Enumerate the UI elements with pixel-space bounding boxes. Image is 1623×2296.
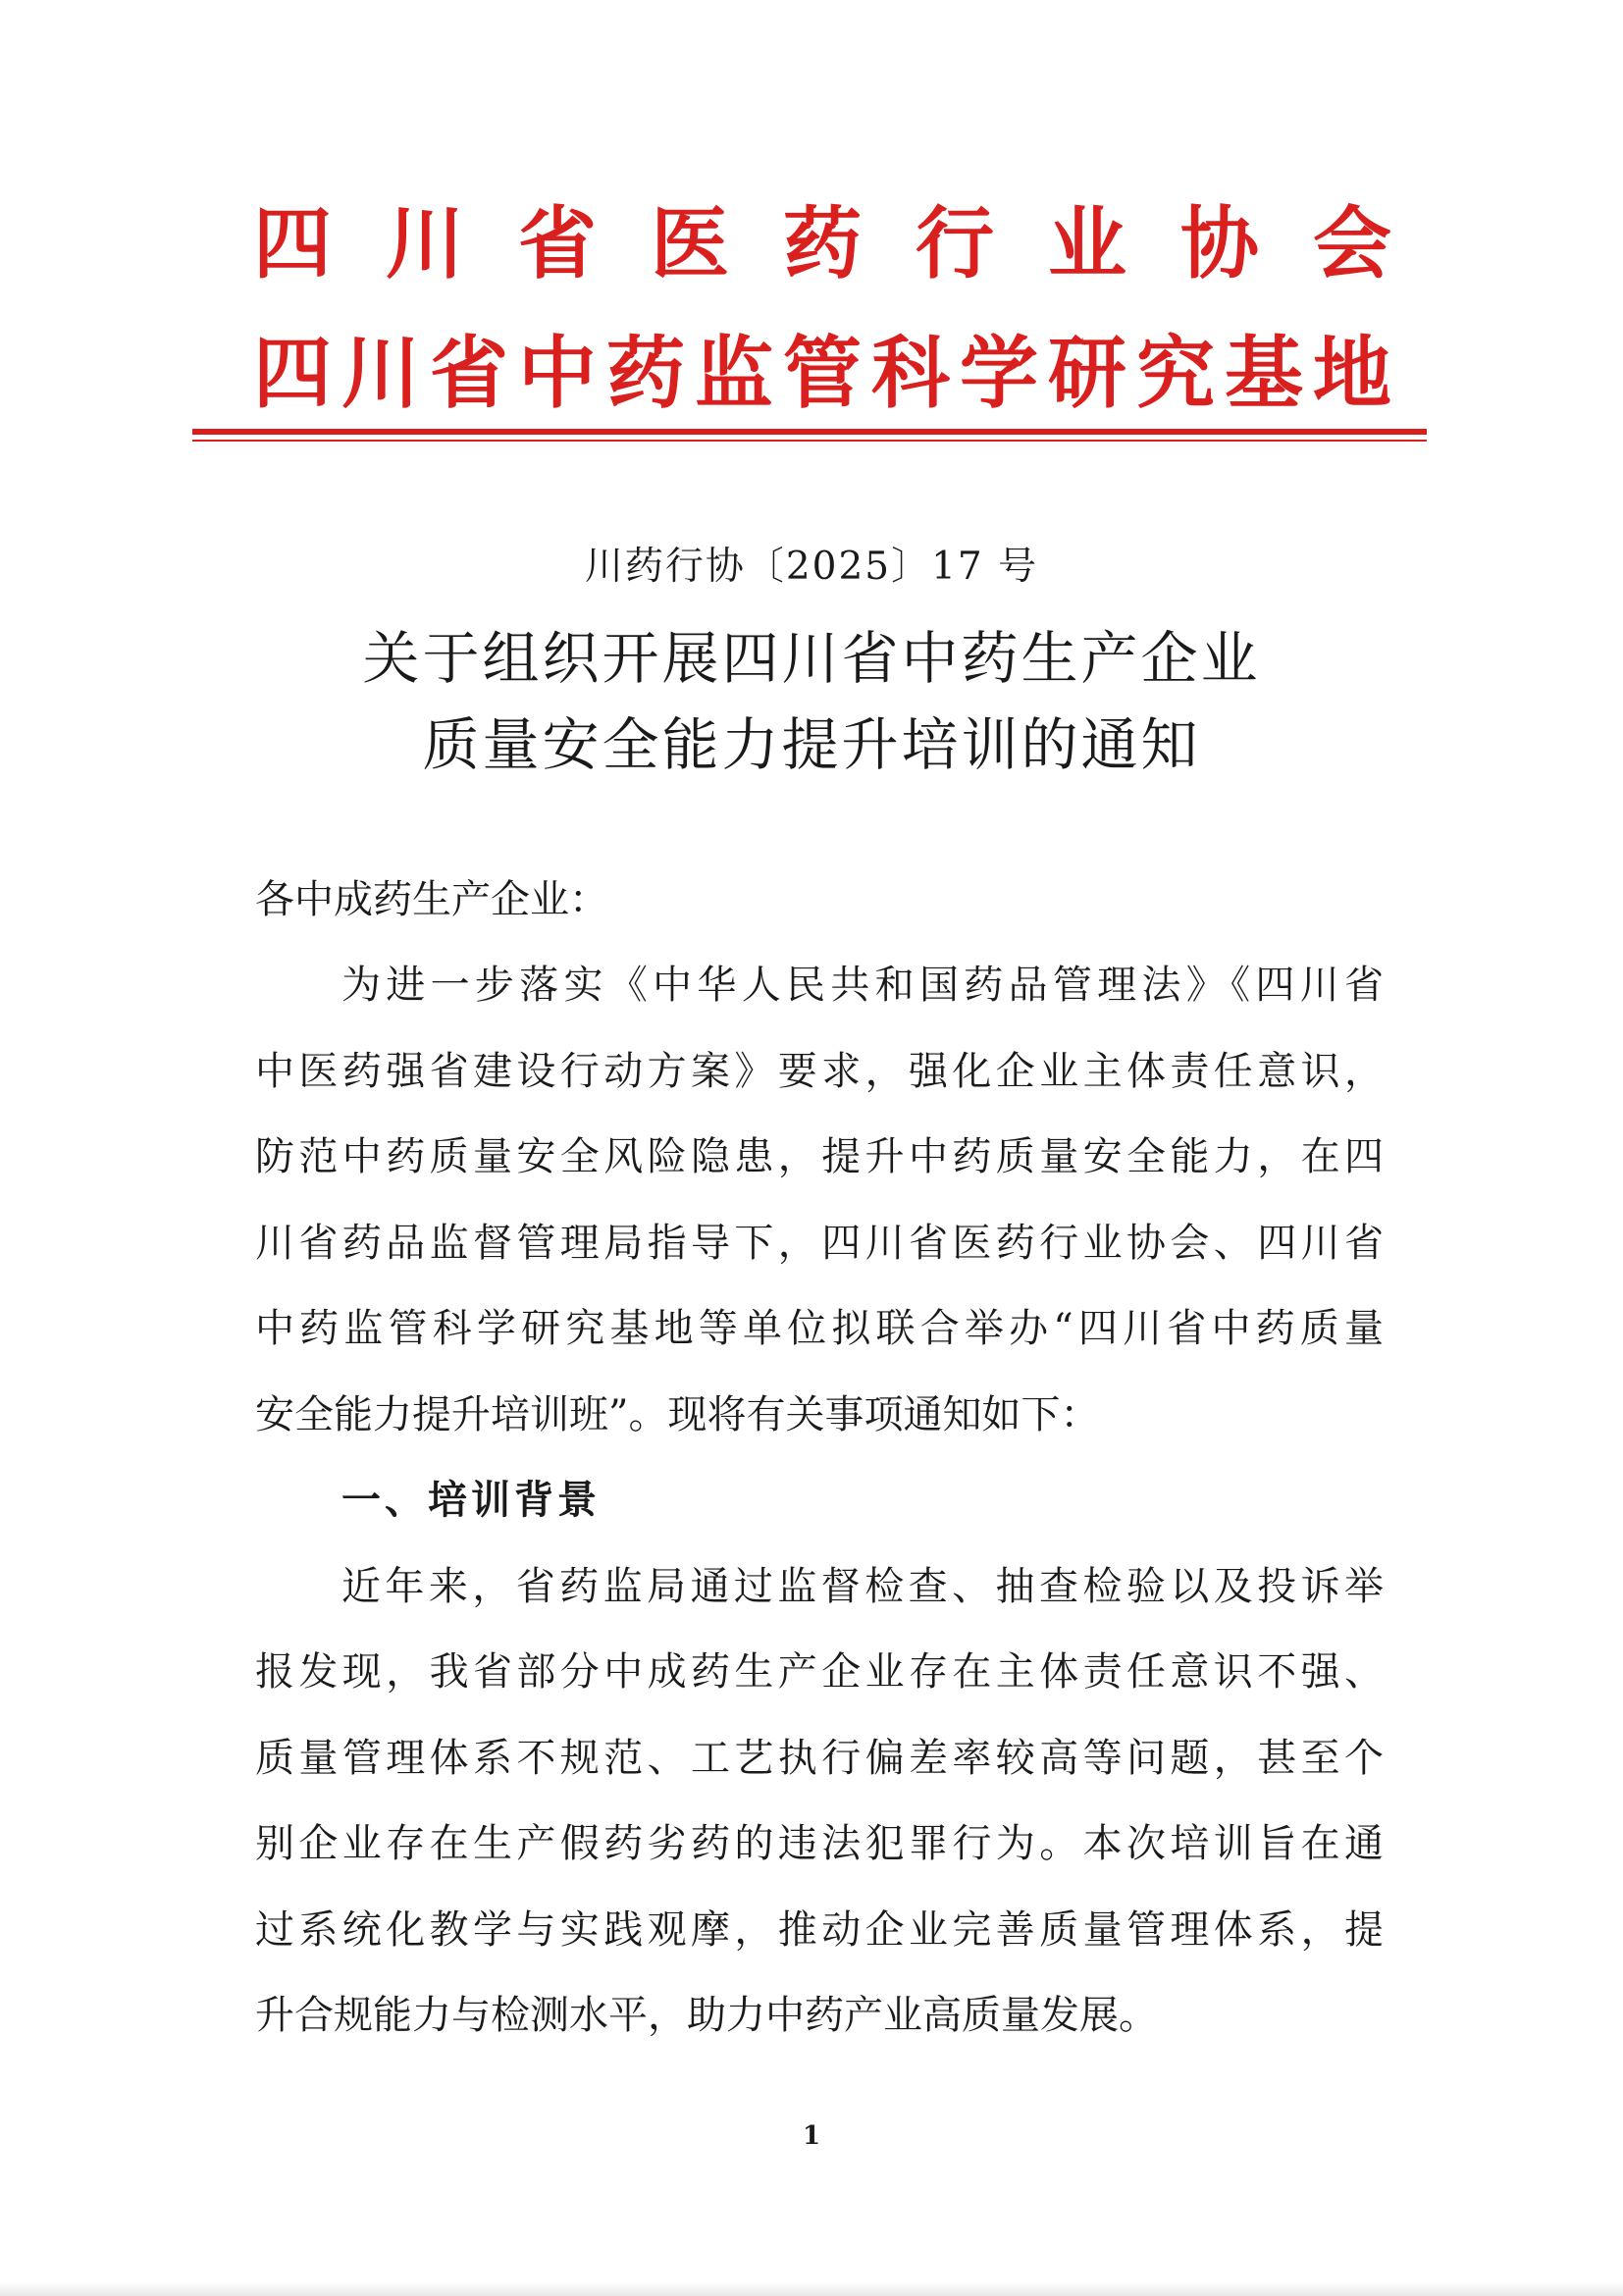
paragraph-line: 安全能力提升培训班”。现将有关事项通知如下：	[255, 1392, 1100, 1437]
letterhead-char: 业	[1048, 198, 1126, 289]
letterhead-char: 学	[960, 328, 1038, 419]
letterhead-char: 省	[518, 198, 597, 289]
paragraph-line: 升合规能力与检测水平，助力中药产业高质量发展。	[255, 1993, 1158, 2038]
paragraph-line: 质量管理体系不规范、工艺执行偏差率较高等问题，甚至个	[255, 1736, 1384, 1781]
scan-edge-shadow	[0, 2282, 1623, 2296]
letterhead-char: 医	[651, 198, 729, 289]
letterhead-char: 管	[783, 328, 862, 419]
letterhead-char: 中	[518, 328, 597, 419]
letterhead-char: 基	[1225, 328, 1303, 419]
letterhead-divider-thick	[192, 429, 1427, 435]
paragraph-line: 报发现，我省部分中成药生产企业存在主体责任意识不强、	[255, 1649, 1384, 1695]
section-heading: 一、培训背景	[341, 1478, 601, 1523]
letterhead-char: 会	[1313, 198, 1391, 289]
letterhead-char: 四	[253, 328, 332, 419]
document-title-line-1: 关于组织开展四川省中药生产企业	[362, 625, 1261, 692]
paragraph-line: 川省药品监督管理局指导下，四川省医药行业协会、四川省	[255, 1221, 1384, 1266]
paragraph-line: 中药监管科学研究基地等单位拟联合举办“四川省中药质量	[255, 1306, 1384, 1351]
letterhead-char: 研	[1048, 328, 1126, 419]
letterhead-char: 协	[1180, 198, 1259, 289]
letterhead-org-name-2	[253, 310, 1391, 438]
paragraph-line: 近年来，省药监局通过监督检查、抽查检验以及投诉举	[341, 1564, 1384, 1609]
paragraph-line: 防范中药质量安全风险隐患，提升中药质量安全能力，在四	[255, 1134, 1384, 1179]
document-number: 川药行协〔2025〕17 号	[584, 545, 1039, 589]
letterhead-char: 究	[1136, 328, 1215, 419]
paragraph-line: 为进一步落实《中华人民共和国药品管理法》《四川省	[341, 963, 1384, 1008]
letterhead-org-name-1	[253, 181, 1391, 308]
letterhead-char: 川	[386, 198, 464, 289]
letterhead-char: 监	[695, 328, 773, 419]
paragraph-line: 中医药强省建设行动方案》要求，强化企业主体责任意识，	[255, 1049, 1384, 1094]
letterhead-char: 地	[1313, 328, 1391, 419]
letterhead-char: 行	[916, 198, 994, 289]
letterhead-char: 省	[430, 328, 508, 419]
letterhead-divider-thin	[192, 440, 1427, 442]
document-title-line-2: 质量安全能力提升培训的通知	[422, 711, 1201, 778]
letterhead-char: 川	[341, 328, 420, 419]
letterhead-char: 四	[253, 198, 332, 289]
page-number: 1	[802, 2121, 821, 2151]
letterhead-char: 科	[871, 328, 950, 419]
paragraph-line: 别企业存在生产假药劣药的违法犯罪行为。本次培训旨在通	[255, 1821, 1384, 1866]
letterhead-char: 药	[783, 198, 862, 289]
salutation: 各中成药生产企业：	[255, 877, 608, 922]
paragraph-line: 过系统化教学与实践观摩，推动企业完善质量管理体系，提	[255, 1907, 1384, 1953]
letterhead-char: 药	[606, 328, 685, 419]
